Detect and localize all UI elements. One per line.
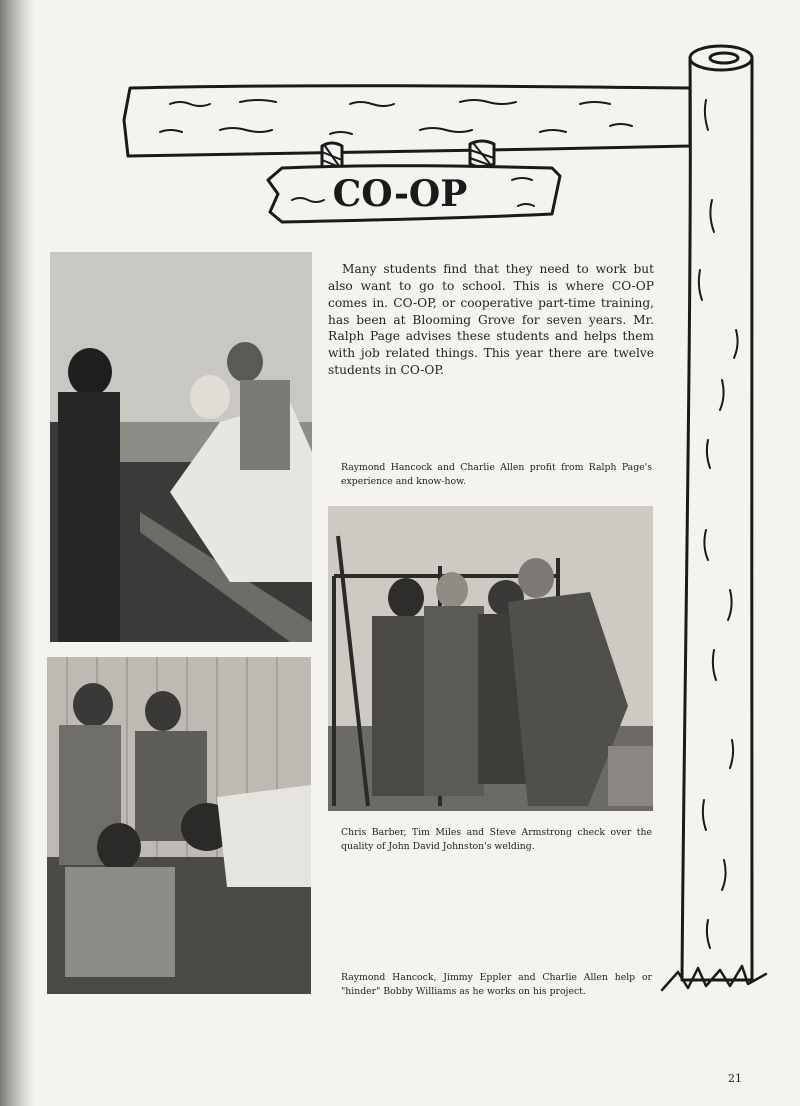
post <box>682 58 753 980</box>
caption-photo-2: Chris Barber, Tim Miles and Steve Armstrong check over the quality of John David Johnston's welding. <box>341 827 652 852</box>
photo-welding-lesson <box>50 252 312 642</box>
intro-paragraph: Many students find that they need to work but also want to go to school. This is where CO-OP comes in. CO-OP, or cooperative part-time training, has been at Blooming Grove for seven years. Mr. Ralph Page advises these students and helps them with job related things. This year there are twelve students in CO-OP. <box>328 262 654 377</box>
page-number: 21 <box>728 1072 742 1085</box>
top-board <box>124 86 690 156</box>
photo-helping-project <box>47 657 311 994</box>
caption-photo-3: Raymond Hancock, Jimmy Eppler and Charlie Allen help or "hinder" Bobby Williams as he works on his project. <box>341 972 652 997</box>
post-top <box>690 46 752 70</box>
photo-checking-welding <box>328 506 653 811</box>
caption-photo-1: Raymond Hancock and Charlie Allen profit from Ralph Page's experience and know-how. <box>341 462 652 487</box>
page-title: CO-OP <box>332 173 468 215</box>
